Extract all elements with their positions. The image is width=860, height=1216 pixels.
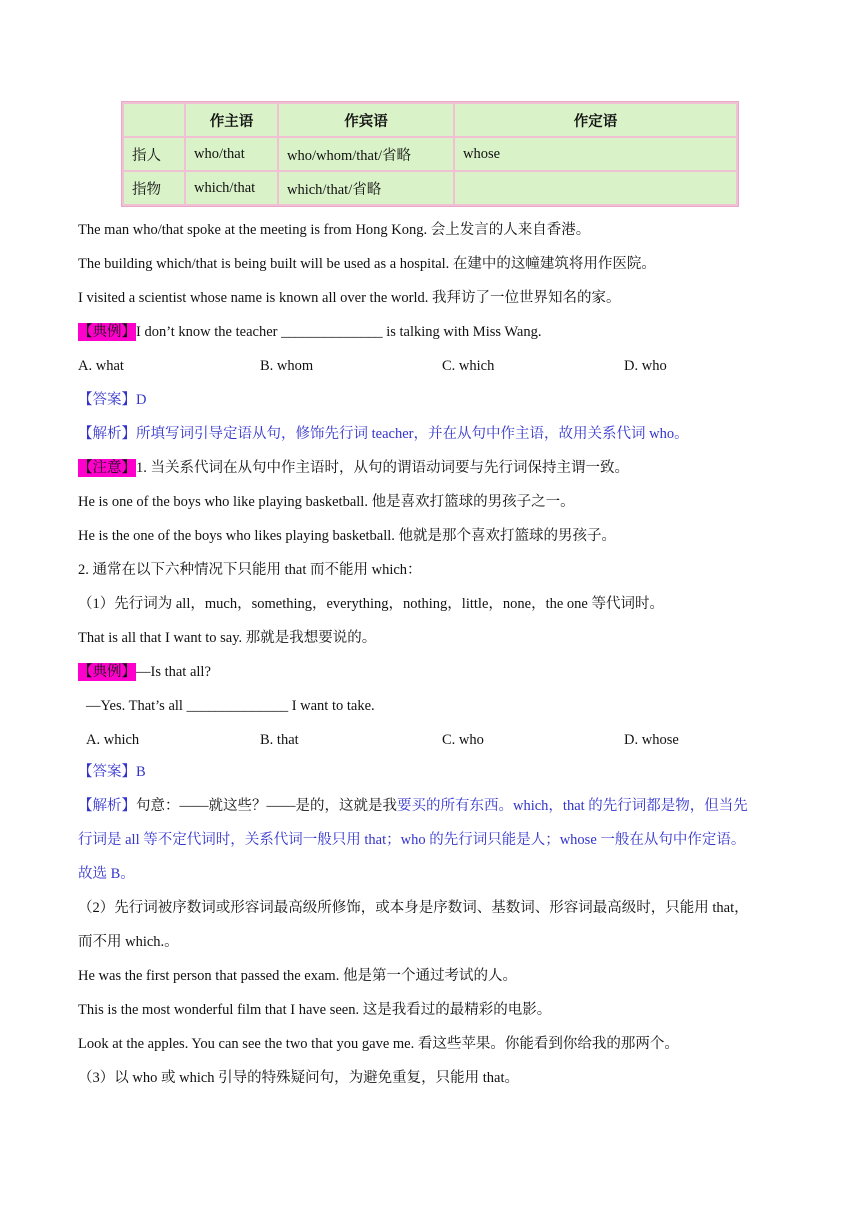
option-c: C. which	[442, 358, 495, 374]
table-header-cell: 作定语	[455, 104, 736, 136]
table-cell	[455, 172, 736, 204]
rule-case-1: （1）先行词为 all，much，something，everything，nothing，little，none，the one 等代词时。	[78, 596, 664, 612]
note-tag: 【注意】	[78, 460, 136, 476]
question-1-stem	[78, 322, 541, 342]
analysis-text: 所填写词引导定语从句，修饰先行词 teacher，并在从句中作主语，故用关系代词 who。	[136, 426, 689, 442]
relative-pronoun-table	[121, 101, 739, 207]
analysis-text: 要买的所有东西。which，that 的先行词都是物，但当先	[397, 798, 748, 814]
answer-tag: 【答案】	[78, 764, 136, 780]
analysis-line	[78, 424, 689, 444]
option-b: B. whom	[260, 358, 314, 374]
example-sentence: That is all that I want to say. 那就是我想要说的。	[78, 630, 377, 646]
example-sentence: He was the first person that passed the exam. 他是第一个通过考试的人。	[78, 968, 517, 984]
example-sentence: He is the one of the boys who likes playing basketball. 他就是那个喜欢打篮球的男孩子。	[78, 528, 617, 544]
table-row	[124, 138, 736, 170]
example-sentence: I visited a scientist whose name is known all over the world. 我拜访了一位世界知名的家。	[78, 290, 621, 306]
answer-tag: 【答案】	[78, 392, 136, 408]
table-row	[124, 172, 736, 204]
rule-point-2: 2. 通常在以下六种情况下只能用 that 而不能用 which：	[78, 562, 422, 578]
example-tag: 【典例】	[78, 664, 136, 680]
answer-line	[78, 390, 146, 410]
example-sentence: He is one of the boys who like playing basketball. 他是喜欢打篮球的男孩子之一。	[78, 494, 575, 510]
note-text: 1. 当关系代词在从句中作主语时，从句的谓语动词要与先行词保持主谓一致。	[136, 460, 629, 476]
table-cell: 指人	[124, 138, 184, 170]
option-d: D. who	[624, 358, 667, 374]
analysis-tag: 【解析】	[78, 426, 136, 442]
analysis-text: 句意：——就这些？——是的，这就是我	[136, 798, 397, 814]
analysis-tag: 【解析】	[78, 798, 136, 814]
table-header-cell	[124, 104, 184, 136]
table-header-row	[124, 104, 736, 136]
question-2-stem	[78, 662, 211, 682]
question-text: —Is that all?	[136, 664, 211, 680]
option-a: A. which	[86, 732, 140, 748]
option-b: B. that	[260, 732, 299, 748]
table-cell: who/that	[186, 138, 277, 170]
question-text: —Yes. That’s all ______________ I want to take.	[86, 698, 375, 714]
example-sentence: The man who/that spoke at the meeting is from Hong Kong. 会上发言的人来自香港。	[78, 222, 591, 238]
example-tag: 【典例】	[78, 324, 136, 340]
option-d: D. whose	[624, 732, 679, 748]
rule-case-2: （2）先行词被序数词或形容词最高级所修饰，或本身是序数词、基数词、形容词最高级时，只能用 that，	[78, 900, 749, 916]
analysis-line	[78, 796, 748, 816]
option-c: C. who	[442, 732, 484, 748]
table-header-cell: 作主语	[186, 104, 277, 136]
answer-value: B	[136, 764, 146, 780]
table-cell: whose	[455, 138, 736, 170]
rule-case-2-cont: 而不用 which.。	[78, 934, 179, 950]
table-cell: which/that	[186, 172, 277, 204]
example-sentence: This is the most wonderful film that I have seen. 这是我看过的最精彩的电影。	[78, 1002, 552, 1018]
question-text: I don’t know the teacher ______________ is talking with Miss Wang.	[136, 324, 542, 340]
table-cell: who/whom/that/省略	[279, 138, 453, 170]
answer-line	[78, 762, 146, 782]
example-sentence: The building which/that is being built will be used as a hospital. 在建中的这幢建筑将用作医院。	[78, 256, 656, 272]
analysis-line: 故选 B。	[78, 866, 135, 882]
rule-case-3: （3）以 who 或 which 引导的特殊疑问句，为避免重复，只能用 that。	[78, 1070, 520, 1086]
table-cell: which/that/省略	[279, 172, 453, 204]
table-cell: 指物	[124, 172, 184, 204]
example-sentence: Look at the apples. You can see the two that you gave me. 看这些苹果。你能看到你给我的那两个。	[78, 1036, 679, 1052]
note-line	[78, 458, 629, 478]
option-a: A. what	[78, 358, 124, 374]
analysis-line: 行词是 all 等不定代词时，关系代词一般只用 that；who 的先行词只能是人；whose 一般在从句中作定语。	[78, 832, 746, 848]
answer-value: D	[136, 392, 147, 408]
table-header-cell: 作宾语	[279, 104, 453, 136]
